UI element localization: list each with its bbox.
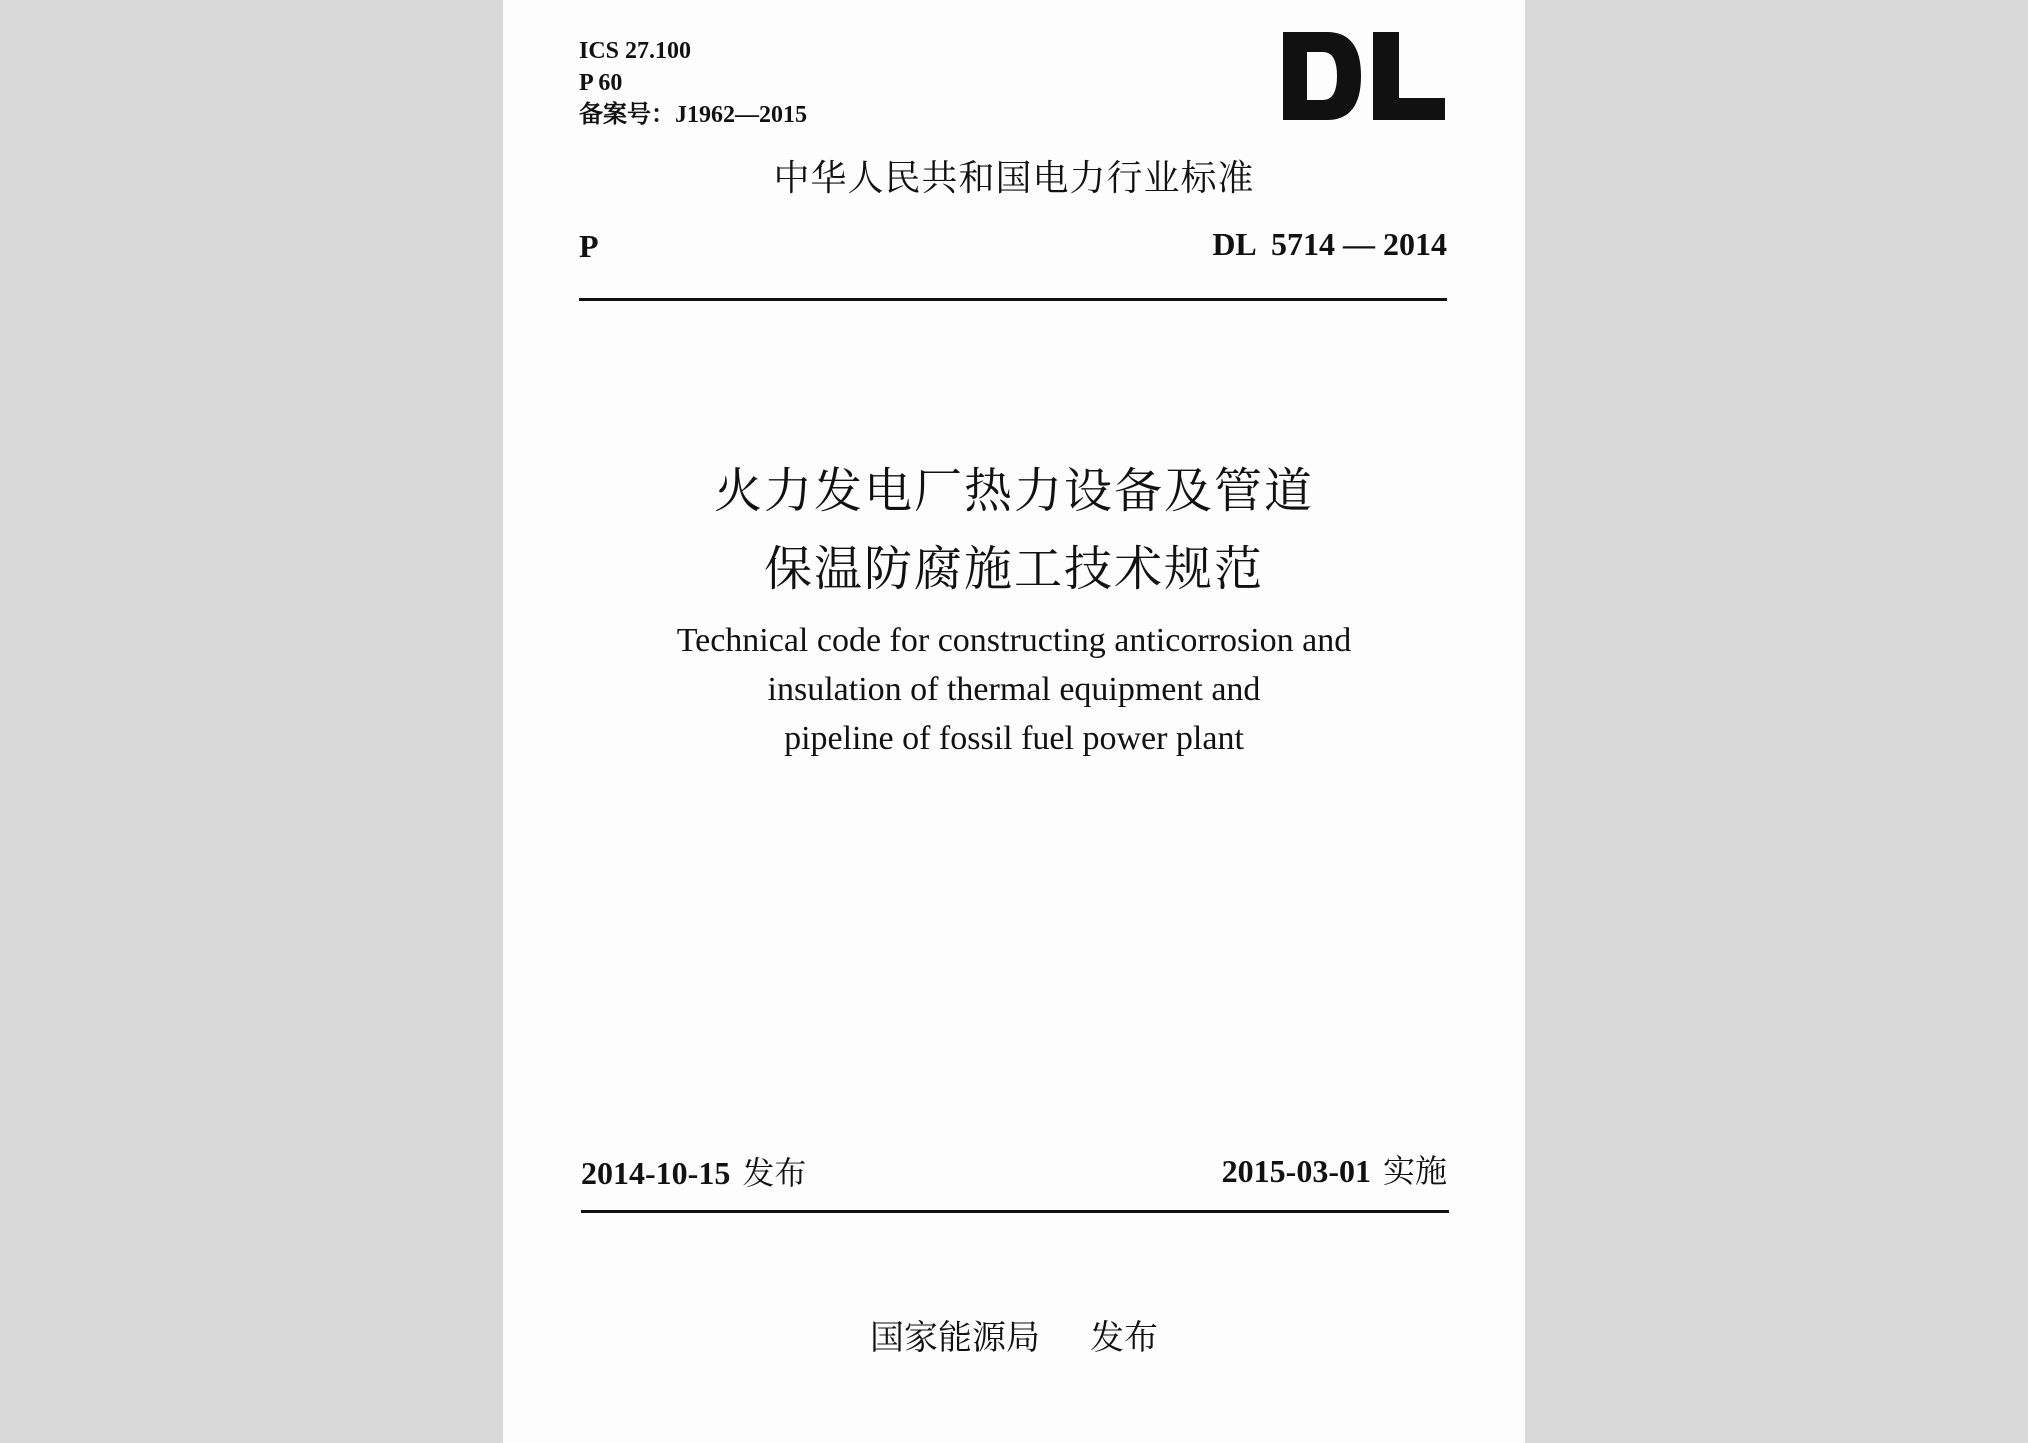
filing-number: 备案号：J1962—2015	[579, 102, 807, 128]
classification-code: P 60	[579, 70, 623, 96]
header-rule	[579, 298, 1447, 301]
title-english-line-3: pipeline of fossil fuel power plant	[784, 720, 1244, 757]
issue-date-block	[581, 1148, 806, 1194]
title-english-line-2: insulation of thermal equipment and	[767, 671, 1261, 708]
ics-code: ICS 27.100	[579, 38, 692, 64]
standard-category: P	[579, 228, 599, 264]
document-page	[503, 0, 1525, 1443]
issue-label: 发布	[742, 1154, 807, 1192]
issue-date: 2014-10-15	[581, 1155, 731, 1191]
title-chinese-line-1: 火力发电厂热力设备及管道	[713, 463, 1314, 519]
effective-date-block	[1222, 1146, 1447, 1192]
effective-date: 2015-03-01	[1221, 1153, 1371, 1189]
title-english-line-1: Technical code for constructing anticorrosion and	[676, 622, 1352, 659]
standard-number: DL 5714 — 2014	[1212, 226, 1447, 262]
standard-organization: 中华人民共和国电力行业标准	[773, 158, 1255, 199]
publisher-label: 发布	[1090, 1318, 1158, 1358]
publisher-name: 国家能源局	[870, 1318, 1040, 1358]
title-chinese-line-2: 保温防腐施工技术规范	[763, 541, 1264, 597]
dl-logo	[1279, 20, 1447, 120]
effective-label: 实施	[1382, 1152, 1447, 1190]
footer-rule	[581, 1210, 1449, 1213]
publisher-block	[503, 1310, 1525, 1359]
